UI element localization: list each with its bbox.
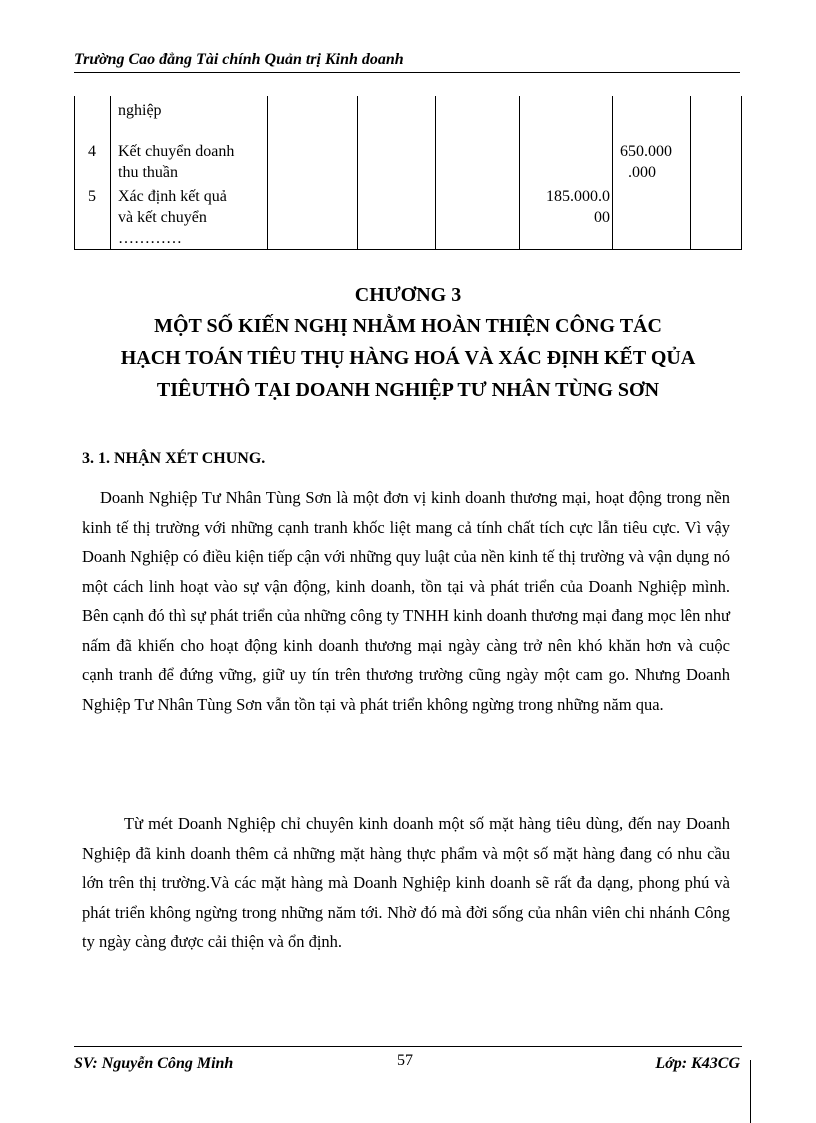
table-row xyxy=(118,100,263,121)
table-divider xyxy=(519,96,520,249)
table-divider xyxy=(435,96,436,249)
footer-divider xyxy=(74,1046,742,1047)
amount-part: 650.000 xyxy=(620,143,672,160)
row-amount xyxy=(620,141,688,183)
table-divider xyxy=(357,96,358,249)
amount-part: 00 xyxy=(594,209,610,226)
footer-class: Lớp: K43CG xyxy=(655,1055,740,1072)
row-description: Kết chuyển doanh xyxy=(118,143,235,160)
row-description: nghiệp xyxy=(118,102,162,119)
row-number: 5 xyxy=(88,188,96,205)
chapter-title-line: HẠCH TOÁN TIÊU THỤ HÀNG HOÁ VÀ XÁC ĐỊNH KẾT QỦA xyxy=(120,347,696,369)
page-border xyxy=(750,1060,751,1123)
body-paragraph: Từ mét Doanh Nghiệp chỉ chuyên kinh doanh một số mặt hàng tiêu dùng, đến nay Doanh Nghiệp đã kinh doanh thêm cả những mặt hàng thực phẩm và một số mặt hàng đang có nhu cầu lớn trên thị trường.Và các mặt hàng mà Doanh Nghiệp kinh doanh sẽ rất đa dạng, phong phú và phát triển không ngừng trong những năm tới. Nhờ đó mà đời sống của nhân viên chi nhánh Công ty ngày càng được cải thiện và ổn định. xyxy=(82,814,730,951)
chapter-number: CHƯƠNG 3 xyxy=(354,284,462,306)
body-paragraph: Doanh Nghiệp Tư Nhân Tùng Sơn là một đơn vị kinh doanh thương mại, hoạt động trong nền kinh tế thị trường với những cạnh tranh khốc liệt mang cả tính chất tích cực lẫn tiêu cực. Vì vậy Doanh Nghiệp có điều kiện tiếp cận với những quy luật của nền kinh tế thị trường và vận dụng nó một cách linh hoạt vào sự vận động, kinh doanh, tồn tại và phát triển của Doanh Nghiệp mình. Bên cạnh đó thì sự phát triển của những công ty TNHH kinh doanh thương mại đang mọc lên như nấm đã khiến cho hoạt động kinh doanh thương mại ngày càng trở nên khó khăn hơn và cuộc cạnh tranh để đứng vững, giữ uy tín trên thương trường cũng ngày một cam go. Nhưng Doanh Nghiệp Tư Nhân Tùng Sơn vẫn tồn tại và phát triển không ngừng trong những năm qua. xyxy=(82,488,730,714)
chapter-title-line: TIÊUTHÔ TẠI DOANH NGHIỆP TƯ NHÂN TÙNG SƠN xyxy=(156,379,660,401)
footer-student: SV: Nguyễn Công Minh xyxy=(74,1055,234,1072)
row-description: thu thuần xyxy=(118,164,178,181)
table-divider xyxy=(267,96,268,249)
row-description: ………… xyxy=(118,230,182,247)
row-description: và kết chuyển xyxy=(118,209,207,226)
chapter-title-line: MỘT SỐ KIẾN NGHỊ NHẰM HOÀN THIỆN CÔNG TÁC xyxy=(154,315,662,337)
table-border-right xyxy=(741,96,742,249)
page-header: Trường Cao đẳng Tài chính Quản trị Kinh doanh xyxy=(74,50,740,73)
table-border-left xyxy=(74,96,75,249)
table-row xyxy=(118,186,263,249)
table-divider xyxy=(110,96,111,249)
amount-part: 185.000.0 xyxy=(546,188,610,205)
table-divider xyxy=(690,96,691,249)
table-divider xyxy=(612,96,613,249)
row-number: 4 xyxy=(88,143,96,160)
amount-part: .000 xyxy=(628,164,656,181)
accounting-table xyxy=(74,96,742,250)
row-description: Xác định kết quả xyxy=(118,188,227,205)
table-row xyxy=(118,141,263,183)
row-amount xyxy=(526,186,610,228)
page-number: 57 xyxy=(397,1052,413,1069)
section-title: 3. 1. NHẬN XÉT CHUNG. xyxy=(82,450,266,467)
